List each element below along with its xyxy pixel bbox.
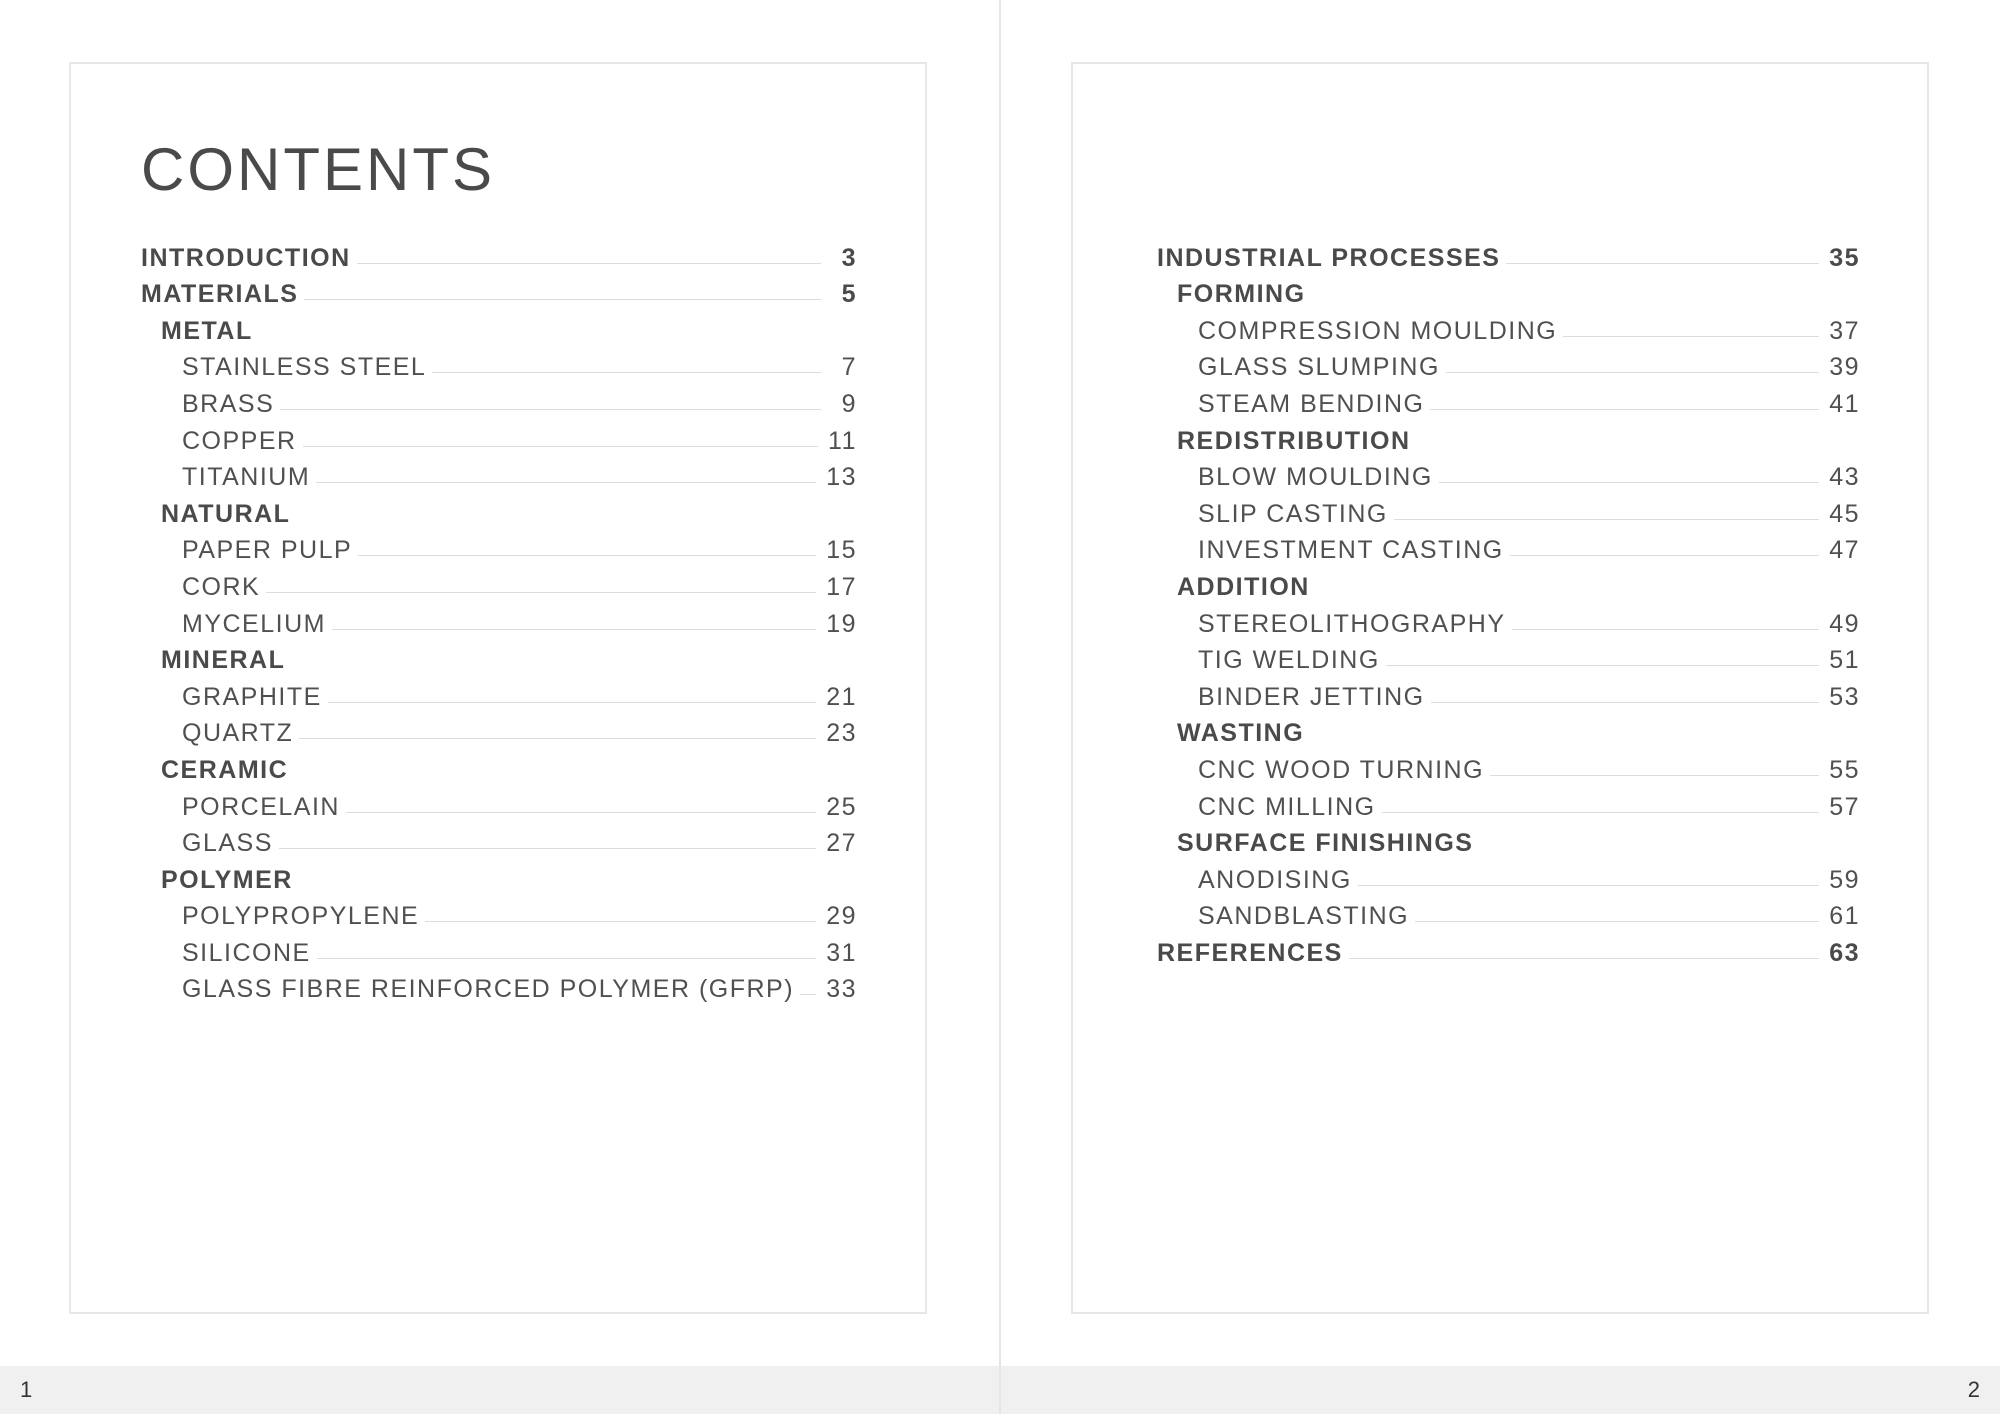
- toc-section[interactable]: [141, 273, 857, 310]
- toc-subsection[interactable]: [141, 639, 857, 676]
- toc-entry[interactable]: [1157, 748, 1860, 785]
- dot-leader: [299, 738, 816, 739]
- toc-page-number: 61: [1829, 902, 1860, 931]
- toc-entry-label: GLASS: [182, 829, 273, 858]
- toc-entry-label: POLYMER: [161, 865, 293, 894]
- toc-entry-label: METAL: [161, 316, 253, 345]
- dot-leader: [1510, 555, 1819, 556]
- toc-entry-label: REFERENCES: [1157, 938, 1343, 967]
- toc-page-number: 9: [841, 389, 857, 418]
- toc-section[interactable]: [1157, 931, 1860, 968]
- toc-page-number: 27: [826, 829, 857, 858]
- contents-title: CONTENTS: [141, 136, 495, 203]
- toc-entry[interactable]: [1157, 456, 1860, 493]
- toc-entry[interactable]: [141, 785, 857, 822]
- dot-leader: [1394, 519, 1819, 520]
- toc-subsection[interactable]: [141, 858, 857, 895]
- toc-entry[interactable]: [141, 602, 857, 639]
- toc-page-number: 33: [826, 975, 857, 1004]
- left-page-footer: [0, 1366, 999, 1414]
- toc-entry-label: SURFACE FINISHINGS: [1177, 829, 1474, 858]
- toc-entry-label: SANDBLASTING: [1198, 902, 1410, 931]
- toc-entry[interactable]: [141, 456, 857, 493]
- toc-entry-label: BLOW MOULDING: [1198, 463, 1433, 492]
- toc-entry[interactable]: [141, 712, 857, 749]
- dot-leader: [1439, 482, 1819, 483]
- dot-leader: [1506, 263, 1819, 264]
- toc-entry[interactable]: [141, 529, 857, 566]
- right-page-number: 2: [1967, 1377, 1980, 1402]
- toc-page-number: 49: [1829, 609, 1860, 638]
- toc-entry-label: CERAMIC: [161, 755, 289, 784]
- toc-entry-label: ADDITION: [1177, 572, 1310, 601]
- toc-entry[interactable]: [1157, 529, 1860, 566]
- toc-entry[interactable]: [141, 382, 857, 419]
- toc-entry-label: SILICONE: [182, 938, 311, 967]
- toc-entry[interactable]: [1157, 382, 1860, 419]
- toc-entry-label: COPPER: [182, 426, 297, 455]
- toc-page-number: 41: [1829, 389, 1860, 418]
- toc-entry[interactable]: [1157, 895, 1860, 932]
- dot-leader: [332, 629, 816, 630]
- toc-entry-label: PORCELAIN: [182, 792, 340, 821]
- dot-leader: [303, 446, 818, 447]
- dot-leader: [346, 812, 816, 813]
- toc-entry-label: CNC MILLING: [1198, 792, 1376, 821]
- toc-entry[interactable]: [1157, 785, 1860, 822]
- toc-entry-label: REDISTRIBUTION: [1177, 426, 1411, 455]
- dot-leader: [800, 994, 816, 995]
- dot-leader: [279, 848, 816, 849]
- right-page-footer: [1001, 1366, 2000, 1414]
- toc-entry[interactable]: [141, 419, 857, 456]
- toc-page-number: 17: [826, 572, 857, 601]
- toc-entry-label: ANODISING: [1198, 865, 1352, 894]
- toc-page-number: 5: [841, 280, 857, 309]
- toc-entry-label: INDUSTRIAL PROCESSES: [1157, 243, 1501, 272]
- dot-leader: [328, 702, 816, 703]
- toc-page-number: 59: [1829, 865, 1860, 894]
- toc-entry-label: TIG WELDING: [1198, 646, 1380, 675]
- toc-entry[interactable]: [1157, 492, 1860, 529]
- toc-entry-label: NATURAL: [161, 499, 291, 528]
- toc-page-number: 23: [826, 719, 857, 748]
- dot-leader: [1349, 958, 1819, 959]
- toc-page-number: 51: [1829, 646, 1860, 675]
- toc-entry-label: GLASS FIBRE REINFORCED POLYMER (GFRP): [182, 975, 795, 1004]
- dot-leader: [1446, 372, 1819, 373]
- toc-page-number: 15: [826, 536, 857, 565]
- toc-page-number: 47: [1829, 536, 1860, 565]
- toc-entry[interactable]: [141, 675, 857, 712]
- toc-page-number: 31: [826, 938, 857, 967]
- toc-entry-label: WASTING: [1177, 719, 1305, 748]
- toc-entry[interactable]: [1157, 639, 1860, 676]
- toc-entry[interactable]: [1157, 858, 1860, 895]
- toc-entry-label: STEAM BENDING: [1198, 389, 1425, 418]
- toc-page-number: 21: [826, 682, 857, 711]
- left-page: [0, 0, 999, 1366]
- dot-leader: [1490, 775, 1819, 776]
- left-page-number: 1: [20, 1377, 33, 1402]
- dot-leader: [358, 555, 816, 556]
- dot-leader: [266, 592, 816, 593]
- toc-page-number: 25: [826, 792, 857, 821]
- toc-page-number: 55: [1829, 755, 1860, 784]
- toc-entry-label: FORMING: [1177, 280, 1306, 309]
- toc-entry[interactable]: [141, 346, 857, 383]
- toc-section[interactable]: [1157, 236, 1860, 273]
- toc-entry-label: GLASS SLUMPING: [1198, 353, 1440, 382]
- toc-entry-label: MYCELIUM: [182, 609, 326, 638]
- toc-entry[interactable]: [141, 931, 857, 968]
- toc-entry[interactable]: [1157, 346, 1860, 383]
- toc-page-number: 45: [1829, 499, 1860, 528]
- toc-entry[interactable]: [1157, 675, 1860, 712]
- toc-page-number: 39: [1829, 353, 1860, 382]
- dot-leader: [1382, 812, 1820, 813]
- toc-page-number: 43: [1829, 463, 1860, 492]
- toc-entry-label: SLIP CASTING: [1198, 499, 1388, 528]
- toc-entry[interactable]: [141, 565, 857, 602]
- dot-leader: [280, 409, 821, 410]
- toc-entry-label: MATERIALS: [141, 280, 299, 309]
- dot-leader: [1431, 702, 1820, 703]
- toc-entry-label: INTRODUCTION: [141, 243, 351, 272]
- dot-leader: [432, 372, 821, 373]
- dot-leader: [316, 482, 816, 483]
- dot-leader: [1563, 336, 1819, 337]
- dot-leader: [1415, 921, 1819, 922]
- toc-page-number: 19: [826, 609, 857, 638]
- toc-entry-label: STEREOLITHOGRAPHY: [1198, 609, 1506, 638]
- toc-entry-label: CORK: [182, 572, 261, 601]
- toc-page-number: 3: [841, 243, 857, 272]
- toc-entry-label: COMPRESSION MOULDING: [1198, 316, 1558, 345]
- toc-entry-label: BRASS: [182, 389, 275, 418]
- toc-subsection[interactable]: [141, 492, 857, 529]
- toc-entry-label: CNC WOOD TURNING: [1198, 755, 1485, 784]
- toc-entry[interactable]: [1157, 602, 1860, 639]
- toc-page-number: 7: [841, 353, 857, 382]
- toc-subsection[interactable]: [141, 309, 857, 346]
- toc-page-number: 35: [1829, 243, 1860, 272]
- dot-leader: [1430, 409, 1819, 410]
- toc-entry-label: TITANIUM: [182, 463, 311, 492]
- toc-subsection[interactable]: [1157, 712, 1860, 749]
- dot-leader: [357, 263, 821, 264]
- toc-right-list: [1157, 236, 1860, 968]
- dot-leader: [425, 921, 816, 922]
- toc-entry[interactable]: [141, 968, 857, 1005]
- toc-entry[interactable]: [1157, 309, 1860, 346]
- toc-section[interactable]: [141, 236, 857, 273]
- toc-entry-label: BINDER JETTING: [1198, 682, 1425, 711]
- toc-subsection[interactable]: [141, 748, 857, 785]
- toc-page-number: 53: [1829, 682, 1860, 711]
- toc-subsection[interactable]: [1157, 419, 1860, 456]
- toc-entry[interactable]: [141, 822, 857, 859]
- dot-leader: [304, 299, 821, 300]
- dot-leader: [1512, 629, 1820, 630]
- toc-entry-label: MINERAL: [161, 646, 286, 675]
- toc-left-list: [141, 236, 857, 1004]
- toc-page-number: 13: [826, 463, 857, 492]
- dot-leader: [1386, 665, 1819, 666]
- toc-page-number: 29: [826, 902, 857, 931]
- toc-page-number: 63: [1829, 938, 1860, 967]
- toc-page-number: 11: [828, 426, 857, 455]
- toc-entry-label: QUARTZ: [182, 719, 294, 748]
- toc-subsection[interactable]: [1157, 822, 1860, 859]
- toc-subsection[interactable]: [1157, 565, 1860, 602]
- dot-leader: [1358, 885, 1819, 886]
- toc-entry-label: PAPER PULP: [182, 536, 353, 565]
- dot-leader: [317, 958, 816, 959]
- right-page: [1001, 0, 2000, 1366]
- toc-entry[interactable]: [141, 895, 857, 932]
- toc-entry-label: STAINLESS STEEL: [182, 353, 427, 382]
- toc-entry-label: INVESTMENT CASTING: [1198, 536, 1504, 565]
- toc-page-number: 57: [1829, 792, 1860, 821]
- toc-entry-label: POLYPROPYLENE: [182, 902, 420, 931]
- toc-subsection[interactable]: [1157, 273, 1860, 310]
- toc-page-number: 37: [1829, 316, 1860, 345]
- toc-entry-label: GRAPHITE: [182, 682, 322, 711]
